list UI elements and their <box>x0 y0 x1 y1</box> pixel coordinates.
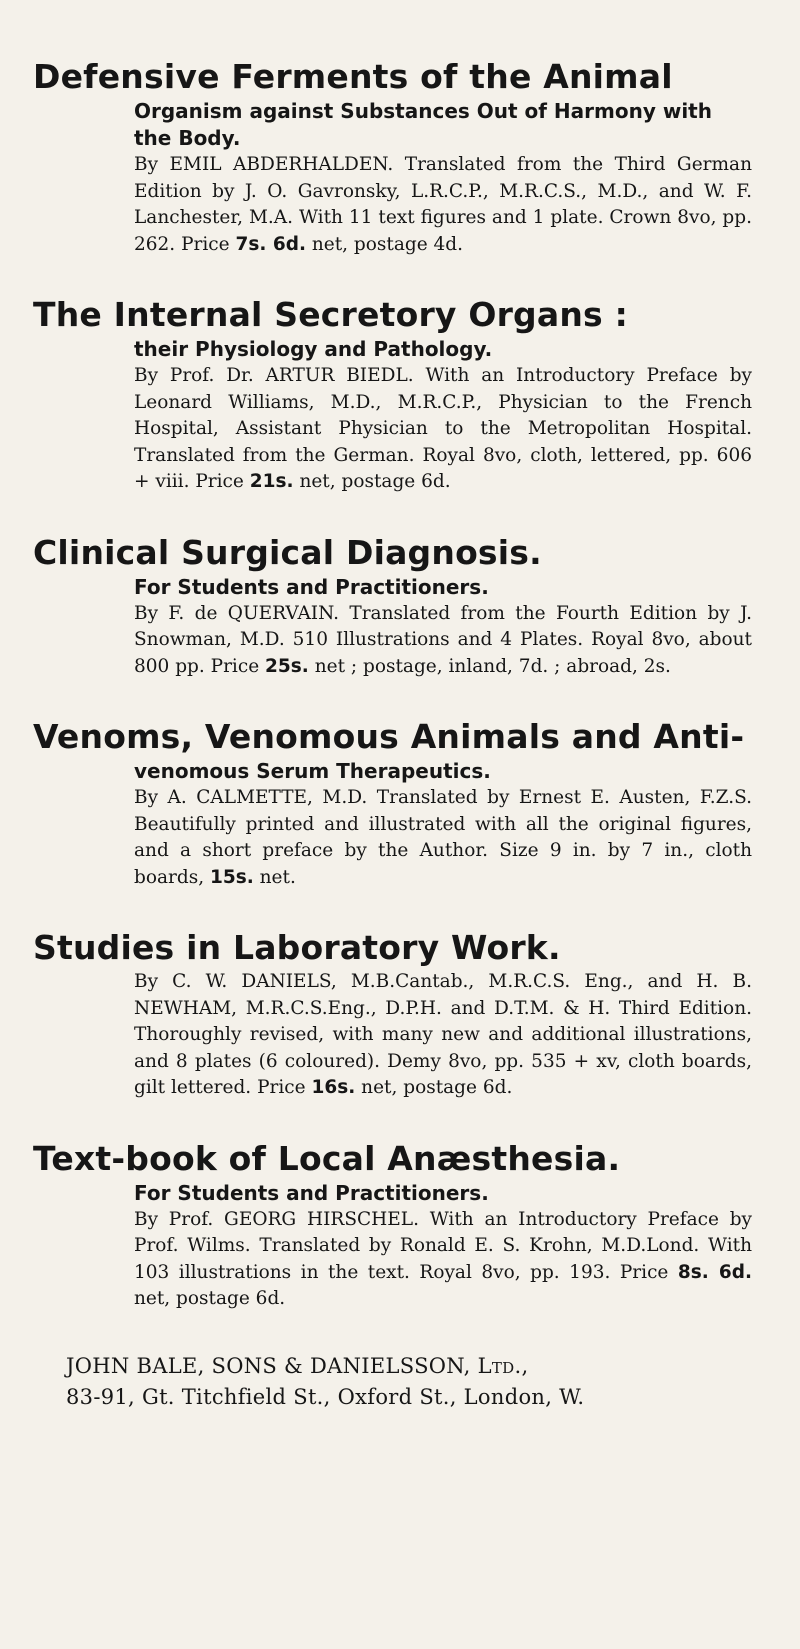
entry-price-note: net, postage 6d. <box>355 1077 513 1098</box>
entry-description <box>134 969 752 1102</box>
entry-description <box>134 785 752 891</box>
entry-price: 16s. <box>311 1077 356 1098</box>
entry-price-note: net, postage 6d. <box>134 1288 286 1309</box>
entry-subtitle: Organism against Substances Out of Harmony with the Body. <box>134 99 712 150</box>
entry-subtitle: venomous Serum Therapeutics. <box>134 759 491 783</box>
publisher-ltd: Ltd., <box>477 1353 529 1378</box>
entry-title: Clinical Surgical Diagnosis. <box>33 532 542 572</box>
publisher-name-line <box>66 1351 752 1382</box>
publisher-address: 83-91, Gt. Titchfield St., Oxford St., London, W. <box>66 1384 585 1409</box>
entry-subtitle: For Students and Practitioners. <box>134 1180 489 1205</box>
entry-body <box>134 574 752 681</box>
publisher-name: JOHN BALE, SONS & DANIELSSON, <box>66 1353 471 1378</box>
entry-price: 15s. <box>209 866 254 888</box>
publisher-imprint <box>66 1351 752 1413</box>
entry-body <box>134 969 752 1102</box>
entry-description-text: By F. de QUERVAIN. Translated from the Fourth Edition by J. Snowman, M.D. 510 Illustrations and 4 Plates. Royal 8vo, about 800 pp. Price <box>134 602 752 677</box>
catalogue-entry <box>33 296 752 496</box>
entry-description-text: By EMIL ABDERHALDEN. Translated from the Third German Edition by J. O. Gavronsky, L.R.C.P., M.R.C.S., M.D., and W. F. Lanchester, M.A. With 11 text figures and 1 plate. Crown 8vo, pp. 262. Price <box>134 154 752 255</box>
entry-price: 8s. 6d. <box>677 1261 753 1283</box>
entry-title: Defensive Ferments of the Animal <box>33 57 673 96</box>
entry-price: 25s. <box>265 655 309 677</box>
entry-price: 21s. <box>249 471 294 492</box>
entry-price: 7s. 6d. <box>235 233 306 255</box>
entry-price-note: net ; postage, inland, 7d. ; abroad, 2s. <box>308 655 671 677</box>
catalogue-entry <box>33 718 752 891</box>
entry-description <box>134 363 752 496</box>
entry-description <box>134 152 752 258</box>
entry-body <box>134 98 752 258</box>
entry-body <box>134 336 752 496</box>
entry-title: Venoms, Venomous Animals and Anti- <box>33 717 745 756</box>
catalogue-entry <box>33 58 752 258</box>
entry-price-note: net, postage 6d. <box>293 471 451 492</box>
entry-body <box>134 758 752 891</box>
entry-description-text: By Prof. GEORG HIRSCHEL. With an Introductory Preface by Prof. Wilms. Translated by Ronald E. S. Krohn, M.D.Lond. With 103 illustrations in the text. Royal 8vo, pp. 193. Price <box>134 1208 752 1283</box>
entry-price-note: net. <box>253 866 296 888</box>
entry-description <box>134 1207 752 1313</box>
entry-title: Studies in Laboratory Work. <box>33 928 561 967</box>
entry-description <box>134 601 752 681</box>
entry-title: Text-book of Local Anæsthesia. <box>33 1138 621 1178</box>
entry-subtitle: For Students and Practitioners. <box>134 574 489 599</box>
entry-title: The Internal Secretory Organs : <box>33 295 628 334</box>
catalogue-entry <box>33 1140 752 1313</box>
entry-body <box>134 1180 752 1313</box>
entry-subtitle: their Physiology and Pathology. <box>134 337 493 361</box>
entry-description-text: By C. W. DANIELS, M.B.Cantab., M.R.C.S. Eng., and H. B. NEWHAM, M.R.C.S.Eng., D.P.H. and D.T.M. & H. Third Edition. Thoroughly revised, with many new and additional illustrations, and 8 plates (6 coloured). Demy 8vo, pp. 535 + xv, cloth boards, gilt lettered. Price <box>134 971 752 1098</box>
entry-price-note: net, postage 4d. <box>305 233 464 255</box>
entry-description-text: By Prof. Dr. ARTUR BIEDL. With an Introductory Preface by Leonard Williams, M.D., M.R.C.P., Physician to the French Hospital, Assistant Physician to the Metropolitan Hospital. Translated from the German. Royal 8vo, cloth, lettered, pp. 606 + viii. Price <box>134 365 752 492</box>
catalogue-entry <box>33 929 752 1102</box>
entry-description-text: By A. CALMETTE, M.D. Translated by Ernest E. Austen, F.Z.S. Beautifully printed and illustrated with all the original figures, and a short preface by the Author. Size 9 in. by 7 in., cloth boards, <box>134 787 752 888</box>
catalogue-entry <box>33 534 752 681</box>
